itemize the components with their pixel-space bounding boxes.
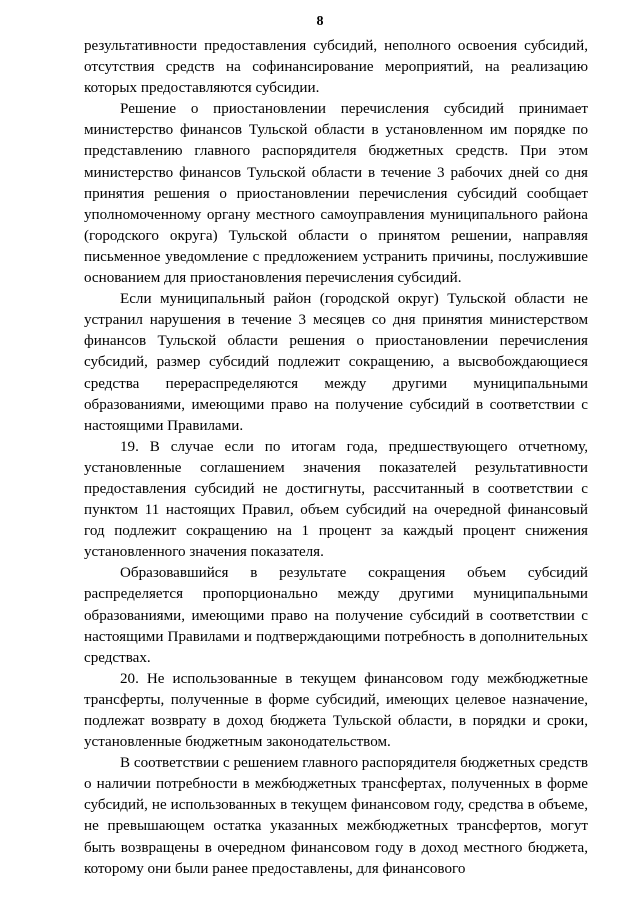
paragraph-violation-not-remedied: Если муниципальный район (городской округ) Тульской области не устранил нарушения в течение 3 месяцев со дня принятия министерством финансов Тульской области решения о приостановлении перечисления субсидий, размер субсидий подлежит сокращению, а высвобождающиеся средства перераспределяются между другими муниципальными образованиями, имеющими право на получение субсидий в соответствии с настоящими Правилами. (84, 291, 588, 434)
paragraph-clause-20: 20. Не использованные в текущем финансовом году межбюджетные трансферты, полученные в форме субсидий, имеющих целевое назначение, подлежат возврату в доход бюджета Тульской области, в порядки и сроки, установленные бюджетным законодательством. (84, 670, 588, 751)
paragraph-clause-19: 19. В случае если по итогам года, предшествующего отчетному, установленные соглашением значения показателей результативности предоставления субсидий не достигнуты, рассчитанный в соответствии с пунктом 11 настоящих Правил, объем субсидий на очередной финансовый год подлежит сокращению на 1 процент за каждый процент снижения установленного значения показателя. (84, 438, 588, 561)
page-number: 8 (316, 14, 324, 29)
document-body (84, 36, 588, 880)
paragraph-continuation: результативности предоставления субсидий, неполного освоения субсидий, отсутствия средств на софинансирование мероприятий, на реализацию которых предоставляются субсидии. (84, 38, 588, 97)
paragraph-suspension-decision: Решение о приостановлении перечисления субсидий принимает министерство финансов Тульской области в установленном им порядке по представлению главного распорядителя бюджетных средств. При этом министерство финансов Тульской области в течение 3 рабочих дней со дня принятия решения о приостановлении перечисления субсидий сообщает уполномоченному органу местного самоуправления муниципального района (городского округа) Тульской области о принятом решении, направляя письменное уведомление с предложением устранить причины, послужившие основанием для приостановления перечисления субсидий. (84, 101, 588, 287)
paragraph-unused-transfers: В соответствии с решением главного распорядителя бюджетных средств о наличии потребности в межбюджетных трансфертах, полученных в форме субсидий, не использованных в текущем финансовом году, средства в объеме, не превышающем остатка указанных межбюджетных трансфертов, могут быть возвращены в очередном финансовом году в доход местного бюджета, которому они были ранее предоставлены, для финансового (84, 755, 588, 877)
paragraph-redistribution: Образовавшийся в результате сокращения объем субсидий распределяется пропорционально между другими муниципальными образованиями, имеющими право на получение субсидий в соответствии с настоящими Правилами и подтверждающими потребность в дополнительных средствах. (84, 565, 588, 666)
